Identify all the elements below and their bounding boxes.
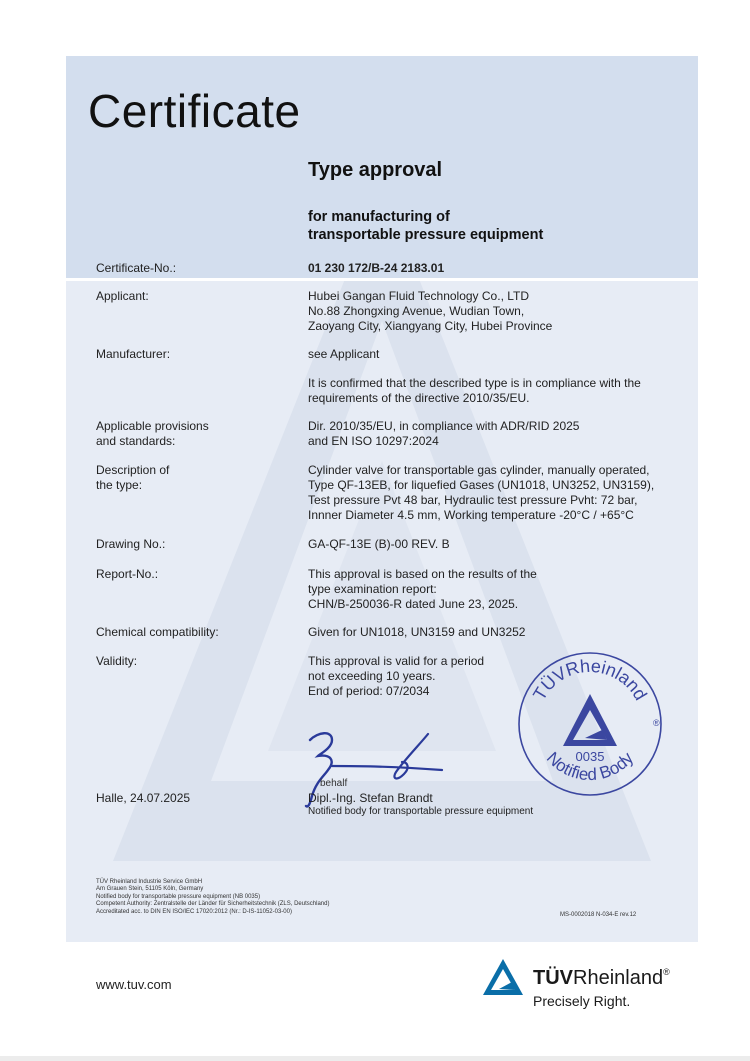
- signature-behalf-text: behalf: [320, 778, 348, 789]
- place-and-date: Halle, 24.07.2025: [96, 791, 191, 805]
- page-bottom-edge: [0, 1056, 750, 1061]
- applicant-line: No.88 Zhongxing Avenue, Wudian Town,: [308, 304, 525, 318]
- issuer-line: TÜV Rheinland Industrie Service GmbH: [96, 879, 203, 885]
- description-line: Cylinder valve for transportable gas cylinder, manually operated,: [308, 463, 650, 477]
- chemical-label: Chemical compatibility:: [96, 625, 219, 639]
- purpose-line: for manufacturing of: [308, 209, 450, 225]
- applicant-line: Zaoyang City, Xiangyang City, Hubei Province: [308, 319, 553, 333]
- website-link[interactable]: www.tuv.com: [96, 977, 172, 992]
- description-label: [96, 463, 169, 493]
- manufacturer-value: see Applicant: [308, 347, 380, 361]
- seal-number: 0035: [575, 749, 605, 764]
- form-number: MS-0002018 N-034-E rev.12: [560, 912, 637, 918]
- issuer-line: Am Grauen Stein, 51105 Köln, Germany: [96, 886, 204, 893]
- manufacturer-label: Manufacturer:: [96, 347, 171, 361]
- brand-name-bold: TÜV: [533, 967, 573, 989]
- validity-label: Validity:: [96, 654, 138, 668]
- tuv-triangle-logo-icon: [482, 958, 524, 996]
- applicant-line: Hubei Gangan Fluid Technology Co., LTD: [308, 289, 530, 303]
- compliance-line: It is confirmed that the described type is in compliance with the: [308, 376, 641, 390]
- provisions-line: Dir. 2010/35/EU, in compliance with ADR/RID 2025: [308, 419, 580, 433]
- certificate-number-label: Certificate-No.:: [96, 261, 177, 275]
- notified-body-seal-icon: [516, 646, 664, 802]
- certificate-purpose: [308, 208, 543, 244]
- certificate-title: Certificate: [88, 85, 301, 137]
- provisions-line: and EN ISO 10297:2024: [308, 434, 439, 448]
- brand-name-regular: Rheinland: [573, 967, 664, 989]
- validity-line: not exceeding 10 years.: [308, 669, 436, 683]
- report-line: This approval is based on the results of the: [308, 567, 537, 581]
- validity-value: [308, 654, 484, 699]
- provisions-value: [308, 419, 579, 449]
- provisions-label-line: and standards:: [96, 434, 176, 448]
- compliance-statement: [308, 376, 641, 406]
- issuer-line: Notified body for transportable pressure equipment (NB 0035): [96, 893, 261, 900]
- report-value: [308, 567, 537, 612]
- report-label: Report-No.:: [96, 567, 159, 581]
- certificate-subtitle: Type approval: [308, 159, 443, 181]
- provisions-label-line: Applicable provisions: [96, 419, 209, 433]
- description-label-line: Description of: [96, 463, 170, 477]
- seal-registered-mark: ®: [653, 718, 660, 728]
- drawing-label: Drawing No.:: [96, 537, 166, 551]
- seal-bottom-text: Notified Body: [542, 748, 638, 785]
- validity-line: End of period: 07/2034: [308, 684, 430, 698]
- description-label-line: the type:: [96, 478, 143, 492]
- applicant-label: Applicant:: [96, 289, 149, 303]
- provisions-label: [96, 419, 209, 449]
- signatory-name: Dipl.-Ing. Stefan Brandt: [308, 791, 433, 805]
- purpose-line: transportable pressure equipment: [308, 227, 544, 243]
- validity-line: This approval is valid for a period: [308, 654, 485, 668]
- report-line: CHN/B-250036-R dated June 23, 2025.: [308, 597, 519, 611]
- description-value: [308, 463, 654, 523]
- description-line: Innner Diameter 4.5 mm, Working temperature -20°C / +65°C: [308, 508, 634, 522]
- brand-tagline: Precisely Right.: [533, 993, 631, 1009]
- certificate-number-value: 01 230 172/B-24 2183.01: [308, 261, 445, 275]
- seal-top-text: TÜVRheinland: [529, 655, 651, 704]
- description-line: Type QF-13EB, for liquefied Gases (UN1018, UN3252, UN3159),: [308, 478, 655, 492]
- issuer-line: Accreditated acc. to DIN EN ISO/IEC 17020:2012 (Nr.: D-IS-11052-03-00): [96, 908, 292, 915]
- brand-registered-mark: ®: [663, 967, 670, 977]
- chemical-value: Given for UN1018, UN3159 and UN3252: [308, 625, 526, 639]
- brand-name: [533, 967, 670, 990]
- issuer-line: Competent Authority: Zentralstelle der Länder für Sicherheitstechnik (ZLS, Deutschland): [96, 901, 330, 908]
- signatory-role: Notified body for transportable pressure equipment: [308, 806, 534, 817]
- drawing-value: GA-QF-13E (B)-00 REV. B: [308, 537, 450, 551]
- report-line: type examination report:: [308, 582, 437, 596]
- issuer-details: [96, 879, 329, 916]
- applicant-value: [308, 289, 552, 334]
- compliance-line: requirements of the directive 2010/35/EU.: [308, 391, 530, 405]
- description-line: Test pressure Pvt 48 bar, Hydraulic test pressure Pvht: 72 bar,: [308, 493, 638, 507]
